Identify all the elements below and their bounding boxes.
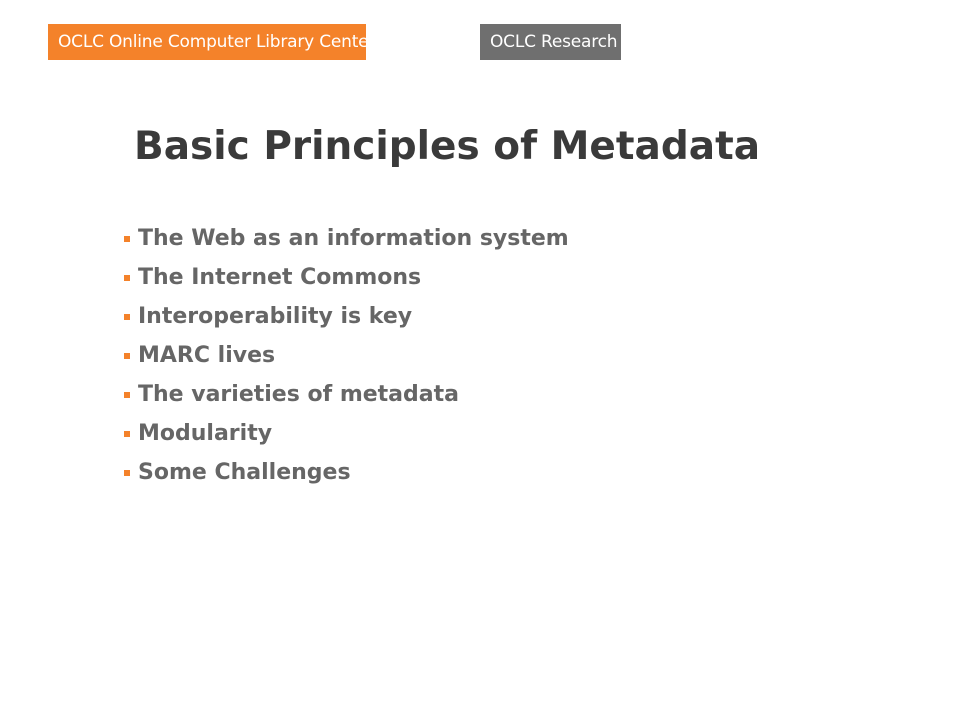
- bullet-item: [120, 258, 569, 297]
- bullet-text: Interoperability is key: [138, 304, 413, 329]
- bullet-item: [120, 219, 569, 258]
- oclc-logo-banner: [48, 24, 376, 60]
- bullet-item: [120, 453, 569, 492]
- bullet-text: The Web as an information system: [138, 226, 569, 251]
- square-bullet-icon: [124, 431, 130, 437]
- square-bullet-icon: [124, 470, 130, 476]
- square-bullet-icon: [124, 236, 130, 242]
- bullet-item: [120, 297, 569, 336]
- research-banner-text: OCLC Research: [490, 32, 618, 52]
- oclc-banner-text: OCLC Online Computer Library Center: [58, 32, 376, 52]
- bullet-item: [120, 336, 569, 375]
- bullet-text: Modularity: [138, 421, 273, 446]
- bullet-list: [120, 219, 569, 492]
- square-bullet-icon: [124, 392, 130, 398]
- square-bullet-icon: [124, 314, 130, 320]
- bullet-text: The varieties of metadata: [138, 382, 459, 407]
- square-bullet-icon: [124, 353, 130, 359]
- slide-title: Basic Principles of Metadata: [134, 124, 761, 169]
- square-bullet-icon: [124, 275, 130, 281]
- oclc-research-banner: [480, 24, 621, 60]
- bullet-text: The Internet Commons: [138, 265, 422, 290]
- bullet-text: MARC lives: [138, 343, 276, 368]
- bullet-item: [120, 375, 569, 414]
- bullet-text: Some Challenges: [138, 460, 351, 485]
- bullet-item: [120, 414, 569, 453]
